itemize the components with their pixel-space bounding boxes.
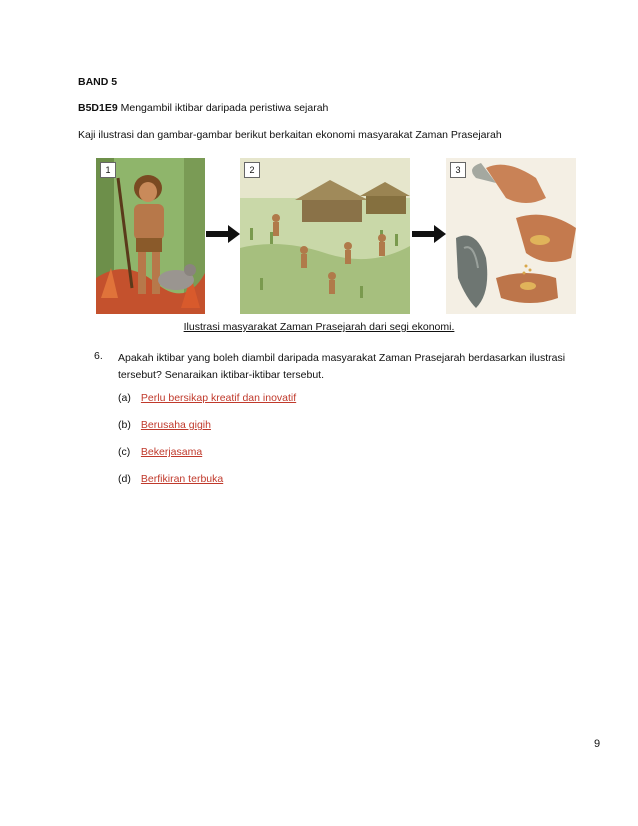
skill-description: Mengambil iktibar daripada peristiwa sejarah [120, 102, 329, 114]
farming-drawing [240, 158, 410, 314]
answer-item [118, 473, 223, 485]
question-line-2: tersebut? Senaraikan iktibar-iktibar tersebut. [118, 369, 325, 381]
answer-label: (a) [118, 392, 131, 404]
question-number: 6. [94, 350, 103, 362]
answer-text: Bekerjasama [140, 446, 203, 458]
answer-item [118, 446, 202, 458]
answer-text: Berfikiran terbuka [140, 473, 224, 485]
skill-code: B5D1E9 [78, 102, 118, 114]
page-number: 9 [594, 738, 601, 750]
illustration-barter [446, 158, 576, 314]
answer-label: (d) [118, 473, 131, 485]
panel-1-label: 1 [100, 162, 116, 178]
illustration-hunter [96, 158, 205, 314]
barter-drawing [446, 158, 576, 314]
hunter-drawing [96, 158, 205, 314]
band-heading: BAND 5 [78, 76, 118, 88]
skill-code-line [78, 102, 328, 114]
answer-label: (b) [118, 419, 131, 431]
panel-3-label: 3 [450, 162, 466, 178]
answer-text: Perlu bersikap kreatif dan inovatif [140, 392, 297, 404]
instruction-text: Kaji ilustrasi dan gambar-gambar berikut berkaitan ekonomi masyarakat Zaman Prasejarah [78, 129, 502, 141]
question-text [118, 350, 568, 384]
panel-2-label: 2 [244, 162, 260, 178]
figure-caption: Ilustrasi masyarakat Zaman Prasejarah dari segi ekonomi. [183, 321, 455, 333]
illustration-farming [240, 158, 410, 314]
arrow-right-icon [412, 224, 446, 244]
answer-item [118, 419, 211, 431]
arrow-right-icon [206, 224, 240, 244]
answer-item [118, 392, 296, 404]
answer-label: (c) [118, 446, 131, 458]
answer-text: Berusaha gigih [140, 419, 211, 431]
question-line-1: Apakah iktibar yang boleh diambil daripada masyarakat Zaman Prasejarah berdasarkan ilustrasi [118, 352, 566, 364]
